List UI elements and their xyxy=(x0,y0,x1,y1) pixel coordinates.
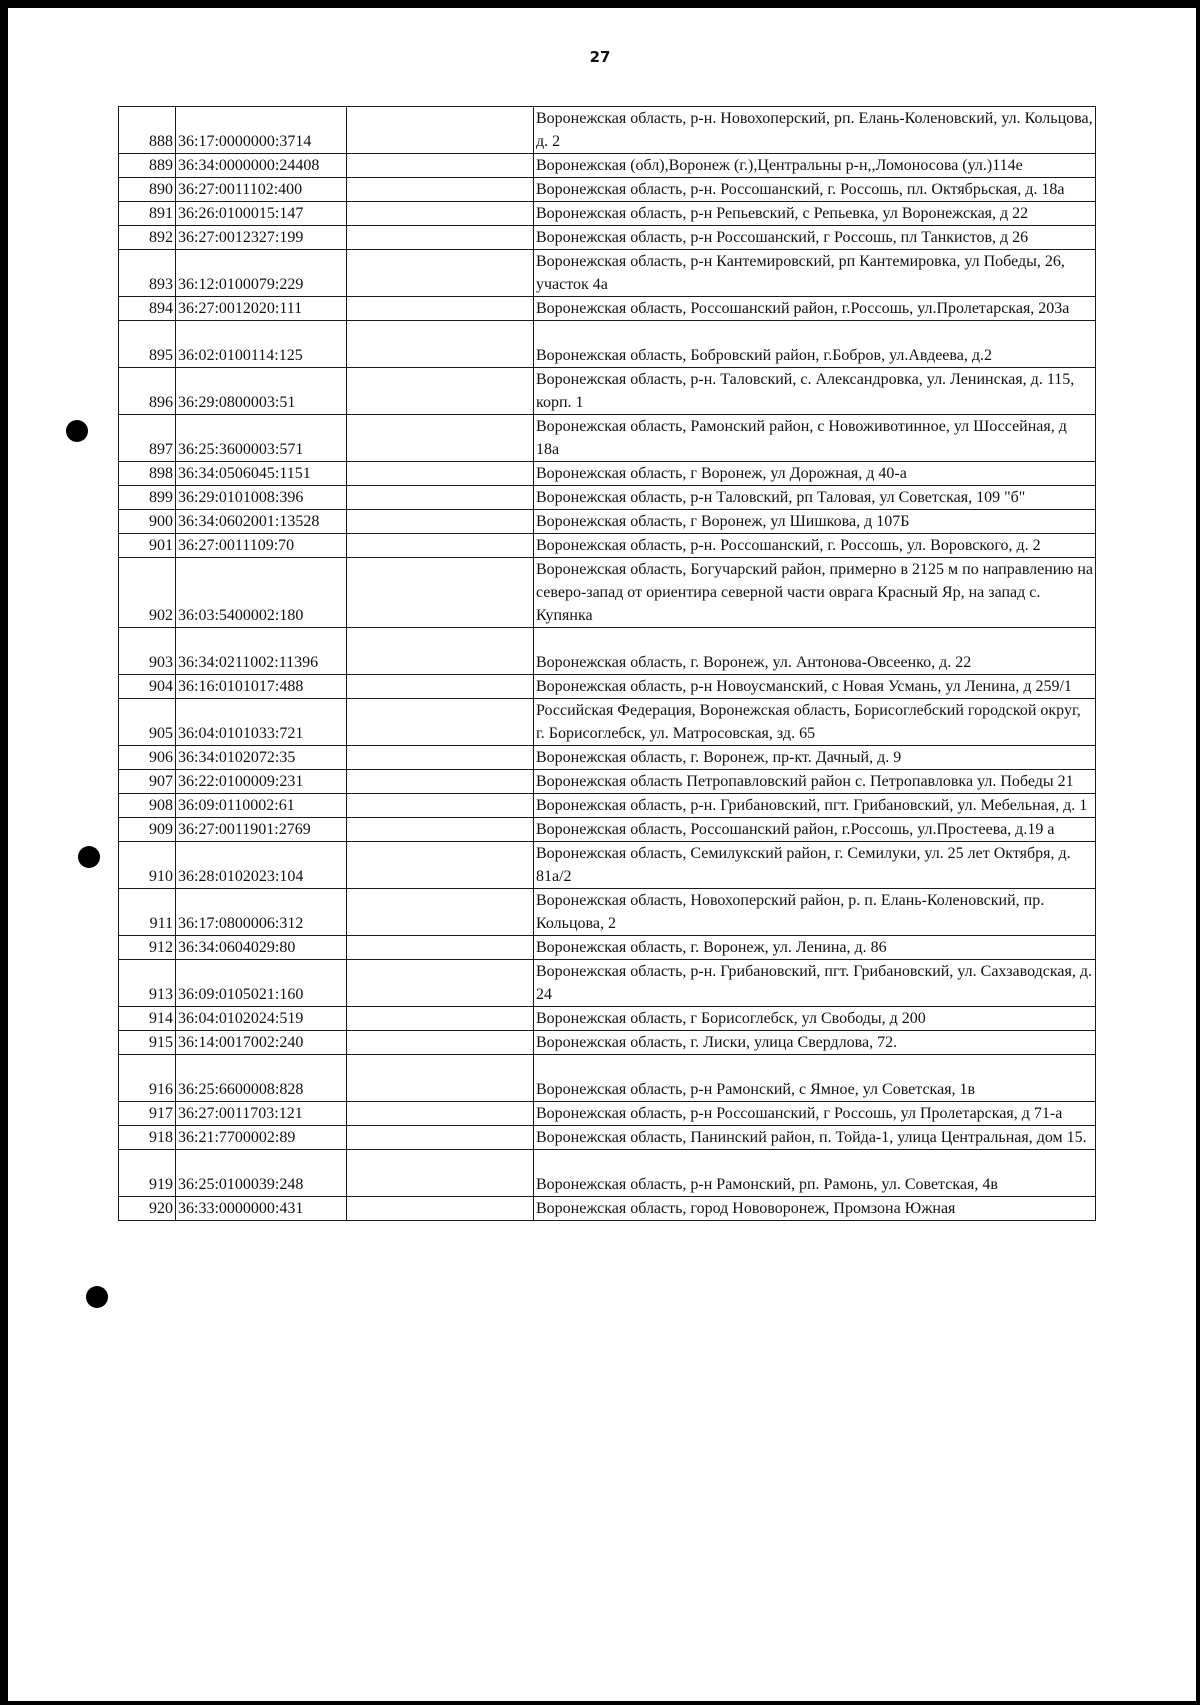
address-cell: Воронежская область, Богучарский район, примерно в 2125 м по направлению на северо-запад от ориентира северной части оврага Красный Яр, на запад с. Купянка xyxy=(534,558,1096,628)
empty-cell xyxy=(347,675,534,699)
table-row xyxy=(119,415,1096,462)
address-cell: Воронежская область, р-н Россошанский, г Россошь, ул Пролетарская, д 71-а xyxy=(534,1102,1096,1126)
address-cell: Воронежская область Петропавловский район с. Петропавловка ул. Победы 21 xyxy=(534,770,1096,794)
cadastral-number: 36:34:0602001:13528 xyxy=(176,510,347,534)
address-cell: Воронежская область, р-н Новоусманский, с Новая Усмань, ул Ленина, д 259/1 xyxy=(534,675,1096,699)
cadastral-number: 36:04:0101033:721 xyxy=(176,699,347,746)
cadastral-number: 36:09:0110002:61 xyxy=(176,794,347,818)
registry-table-body xyxy=(119,107,1096,1221)
address-cell: Воронежская область, р-н. Таловский, с. Александровка, ул. Ленинская, д. 115, корп. 1 xyxy=(534,368,1096,415)
cadastral-number: 36:17:0000000:3714 xyxy=(176,107,347,154)
row-number: 898 xyxy=(119,462,176,486)
row-number: 909 xyxy=(119,818,176,842)
cadastral-number: 36:14:0017002:240 xyxy=(176,1031,347,1055)
row-number: 903 xyxy=(119,628,176,675)
empty-cell xyxy=(347,321,534,368)
punch-hole-mark xyxy=(86,1286,108,1308)
table-row xyxy=(119,746,1096,770)
row-number: 899 xyxy=(119,486,176,510)
row-number: 889 xyxy=(119,154,176,178)
address-cell: Воронежская область, р-н Россошанский, г Россошь, пл Танкистов, д 26 xyxy=(534,226,1096,250)
table-row xyxy=(119,107,1096,154)
address-cell: Воронежская область, р-н. Россошанский, г. Россошь, ул. Воровского, д. 2 xyxy=(534,534,1096,558)
empty-cell xyxy=(347,960,534,1007)
cadastral-number: 36:21:7700002:89 xyxy=(176,1126,347,1150)
cadastral-number: 36:33:0000000:431 xyxy=(176,1197,347,1221)
cadastral-number: 36:27:0011109:70 xyxy=(176,534,347,558)
empty-cell xyxy=(347,628,534,675)
row-number: 906 xyxy=(119,746,176,770)
cadastral-number: 36:29:0800003:51 xyxy=(176,368,347,415)
row-number: 896 xyxy=(119,368,176,415)
empty-cell xyxy=(347,699,534,746)
cadastral-number: 36:26:0100015:147 xyxy=(176,202,347,226)
table-row xyxy=(119,699,1096,746)
row-number: 907 xyxy=(119,770,176,794)
empty-cell xyxy=(347,107,534,154)
empty-cell xyxy=(347,534,534,558)
table-row xyxy=(119,1102,1096,1126)
address-cell: Воронежская область, Семилукский район, г. Семилуки, ул. 25 лет Октября, д. 81а/2 xyxy=(534,842,1096,889)
address-cell: Воронежская область, г Воронеж, ул Дорожная, д 40-а xyxy=(534,462,1096,486)
empty-cell xyxy=(347,1031,534,1055)
table-row xyxy=(119,154,1096,178)
table-row xyxy=(119,1031,1096,1055)
empty-cell xyxy=(347,154,534,178)
row-number: 900 xyxy=(119,510,176,534)
row-number: 893 xyxy=(119,250,176,297)
row-number: 912 xyxy=(119,936,176,960)
registry-table xyxy=(118,106,1096,1221)
empty-cell xyxy=(347,1007,534,1031)
cadastral-number: 36:27:0012020:111 xyxy=(176,297,347,321)
empty-cell xyxy=(347,486,534,510)
page-number: 27 xyxy=(589,48,611,66)
address-cell: Воронежская область, р-н. Новохоперский, рп. Елань-Коленовский, ул. Кольцова, д. 2 xyxy=(534,107,1096,154)
address-cell: Воронежская область, Бобровский район, г.Бобров, ул.Авдеева, д.2 xyxy=(534,321,1096,368)
empty-cell xyxy=(347,558,534,628)
table-row xyxy=(119,226,1096,250)
row-number: 888 xyxy=(119,107,176,154)
table-row xyxy=(119,250,1096,297)
empty-cell xyxy=(347,1126,534,1150)
cadastral-number: 36:29:0101008:396 xyxy=(176,486,347,510)
empty-cell xyxy=(347,178,534,202)
row-number: 891 xyxy=(119,202,176,226)
cadastral-number: 36:27:0011901:2769 xyxy=(176,818,347,842)
empty-cell xyxy=(347,842,534,889)
address-cell: Воронежская область, Рамонский район, с Новоживотинное, ул Шоссейная, д 18а xyxy=(534,415,1096,462)
table-row xyxy=(119,486,1096,510)
cadastral-number: 36:34:0211002:11396 xyxy=(176,628,347,675)
cadastral-number: 36:02:0100114:125 xyxy=(176,321,347,368)
table-row xyxy=(119,321,1096,368)
table-row xyxy=(119,178,1096,202)
cadastral-number: 36:27:0011102:400 xyxy=(176,178,347,202)
address-cell: Российская Федерация, Воронежская область, Борисоглебский городской округ, г. Борисоглебск, ул. Матросовская, зд. 65 xyxy=(534,699,1096,746)
row-number: 908 xyxy=(119,794,176,818)
cadastral-number: 36:12:0100079:229 xyxy=(176,250,347,297)
table-row xyxy=(119,628,1096,675)
empty-cell xyxy=(347,770,534,794)
row-number: 917 xyxy=(119,1102,176,1126)
row-number: 894 xyxy=(119,297,176,321)
row-number: 897 xyxy=(119,415,176,462)
row-number: 915 xyxy=(119,1031,176,1055)
table-row xyxy=(119,794,1096,818)
cadastral-number: 36:25:6600008:828 xyxy=(176,1055,347,1102)
row-number: 890 xyxy=(119,178,176,202)
table-row xyxy=(119,1197,1096,1221)
empty-cell xyxy=(347,510,534,534)
cadastral-number: 36:27:0012327:199 xyxy=(176,226,347,250)
table-row xyxy=(119,510,1096,534)
address-cell: Воронежская область, р-н Таловский, рп Таловая, ул Советская, 109 "б" xyxy=(534,486,1096,510)
table-row xyxy=(119,558,1096,628)
empty-cell xyxy=(347,202,534,226)
cadastral-number: 36:17:0800006:312 xyxy=(176,889,347,936)
address-cell: Воронежская область, р-н. Грибановский, пгт. Грибановский, ул. Сахзаводская, д. 24 xyxy=(534,960,1096,1007)
cadastral-number: 36:04:0102024:519 xyxy=(176,1007,347,1031)
address-cell: Воронежская область, г. Воронеж, ул. Ленина, д. 86 xyxy=(534,936,1096,960)
punch-hole-mark xyxy=(78,846,100,868)
table-row xyxy=(119,770,1096,794)
table-row xyxy=(119,534,1096,558)
cadastral-number: 36:16:0101017:488 xyxy=(176,675,347,699)
row-number: 905 xyxy=(119,699,176,746)
empty-cell xyxy=(347,226,534,250)
table-row xyxy=(119,1150,1096,1197)
empty-cell xyxy=(347,368,534,415)
table-row xyxy=(119,1055,1096,1102)
address-cell: Воронежская область, Панинский район, п. Тойда-1, улица Центральная, дом 15. xyxy=(534,1126,1096,1150)
row-number: 892 xyxy=(119,226,176,250)
empty-cell xyxy=(347,415,534,462)
table-row xyxy=(119,936,1096,960)
row-number: 913 xyxy=(119,960,176,1007)
address-cell: Воронежская область, г Борисоглебск, ул Свободы, д 200 xyxy=(534,1007,1096,1031)
empty-cell xyxy=(347,1102,534,1126)
cadastral-number: 36:34:0604029:80 xyxy=(176,936,347,960)
address-cell: Воронежская область, Россошанский район, г.Россошь, ул.Пролетарская, 203а xyxy=(534,297,1096,321)
row-number: 911 xyxy=(119,889,176,936)
address-cell: Воронежская область, р-н Рамонский, с Ямное, ул Советская, 1в xyxy=(534,1055,1096,1102)
row-number: 910 xyxy=(119,842,176,889)
punch-hole-mark xyxy=(66,420,88,442)
address-cell: Воронежская область, Новохоперский район, р. п. Елань-Коленовский, пр. Кольцова, 2 xyxy=(534,889,1096,936)
table-row xyxy=(119,368,1096,415)
address-cell: Воронежская область, р-н Кантемировский, рп Кантемировка, ул Победы, 26, участок 4а xyxy=(534,250,1096,297)
empty-cell xyxy=(347,818,534,842)
table-row xyxy=(119,842,1096,889)
empty-cell xyxy=(347,1055,534,1102)
address-cell: Воронежская область, р-н. Россошанский, г. Россошь, пл. Октябрьская, д. 18а xyxy=(534,178,1096,202)
empty-cell xyxy=(347,746,534,770)
address-cell: Воронежская область, р-н Репьевский, с Репьевка, ул Воронежская, д 22 xyxy=(534,202,1096,226)
empty-cell xyxy=(347,1150,534,1197)
row-number: 895 xyxy=(119,321,176,368)
cadastral-number: 36:27:0011703:121 xyxy=(176,1102,347,1126)
table-row xyxy=(119,1007,1096,1031)
cadastral-number: 36:09:0105021:160 xyxy=(176,960,347,1007)
address-cell: Воронежская область, г. Воронеж, ул. Антонова-Овсеенко, д. 22 xyxy=(534,628,1096,675)
row-number: 918 xyxy=(119,1126,176,1150)
empty-cell xyxy=(347,250,534,297)
address-cell: Воронежская область, р-н Рамонский, рп. Рамонь, ул. Советская, 4в xyxy=(534,1150,1096,1197)
address-cell: Воронежская (обл),Воронеж (г.),Центральны р-н,,Ломоносова (ул.)114е xyxy=(534,154,1096,178)
cadastral-number: 36:34:0000000:24408 xyxy=(176,154,347,178)
cadastral-number: 36:22:0100009:231 xyxy=(176,770,347,794)
empty-cell xyxy=(347,794,534,818)
address-cell: Воронежская область, г. Воронеж, пр-кт. Дачный, д. 9 xyxy=(534,746,1096,770)
row-number: 919 xyxy=(119,1150,176,1197)
address-cell: Воронежская область, г. Лиски, улица Свердлова, 72. xyxy=(534,1031,1096,1055)
empty-cell xyxy=(347,297,534,321)
row-number: 901 xyxy=(119,534,176,558)
row-number: 920 xyxy=(119,1197,176,1221)
row-number: 902 xyxy=(119,558,176,628)
address-cell: Воронежская область, город Нововоронеж, Промзона Южная xyxy=(534,1197,1096,1221)
cadastral-number: 36:25:3600003:571 xyxy=(176,415,347,462)
table-row xyxy=(119,889,1096,936)
table-row xyxy=(119,818,1096,842)
table-row xyxy=(119,675,1096,699)
row-number: 904 xyxy=(119,675,176,699)
cadastral-number: 36:03:5400002:180 xyxy=(176,558,347,628)
cadastral-number: 36:25:0100039:248 xyxy=(176,1150,347,1197)
table-row xyxy=(119,462,1096,486)
table-row xyxy=(119,202,1096,226)
address-cell: Воронежская область, Россошанский район, г.Россошь, ул.Простеева, д.19 а xyxy=(534,818,1096,842)
cadastral-number: 36:28:0102023:104 xyxy=(176,842,347,889)
cadastral-number: 36:34:0102072:35 xyxy=(176,746,347,770)
empty-cell xyxy=(347,936,534,960)
cadastral-number: 36:34:0506045:1151 xyxy=(176,462,347,486)
row-number: 916 xyxy=(119,1055,176,1102)
empty-cell xyxy=(347,462,534,486)
row-number: 914 xyxy=(119,1007,176,1031)
empty-cell xyxy=(347,889,534,936)
address-cell: Воронежская область, г Воронеж, ул Шишкова, д 107Б xyxy=(534,510,1096,534)
table-row xyxy=(119,960,1096,1007)
table-row xyxy=(119,1126,1096,1150)
empty-cell xyxy=(347,1197,534,1221)
address-cell: Воронежская область, р-н. Грибановский, пгт. Грибановский, ул. Мебельная, д. 1 xyxy=(534,794,1096,818)
table-row xyxy=(119,297,1096,321)
